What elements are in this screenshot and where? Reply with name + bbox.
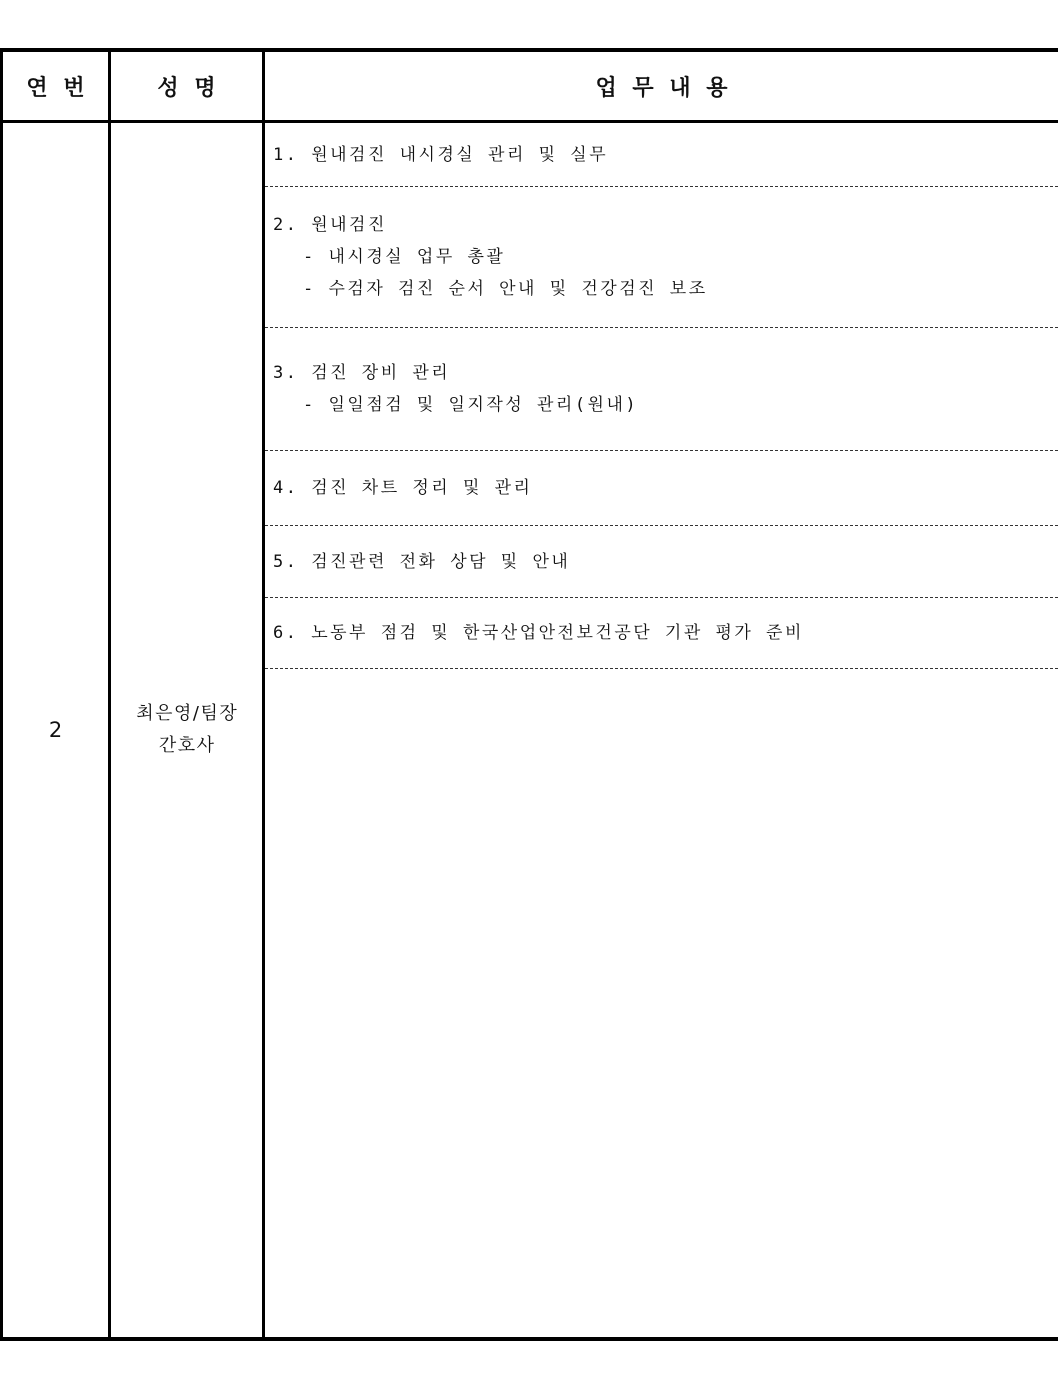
header-cell-no: [3, 52, 108, 120]
duty-title: 3. 검진 장비 관리: [273, 363, 451, 383]
header-duties-label: 업 무 내 용: [595, 75, 732, 101]
duty-item-5: [265, 526, 1058, 598]
header-name-label: 성 명: [157, 75, 220, 101]
duty-sub-item: - 일일점검 및 일지작성 관리(원내): [303, 395, 639, 415]
duties-list: [265, 123, 1058, 669]
duty-title: 2. 원내검진: [273, 215, 387, 235]
row-name-cell: [111, 123, 262, 1337]
duty-sub-item: - 내시경실 업무 총괄: [303, 247, 506, 267]
duty-item-2: [265, 187, 1058, 328]
duty-item-1: [265, 123, 1058, 187]
duty-item-3: [265, 328, 1058, 451]
header-cell-duties: [265, 52, 1058, 120]
row-no-value: 2: [48, 718, 63, 742]
header-no-label: 연 번: [26, 75, 89, 101]
duty-title: 4. 검진 차트 정리 및 관리: [273, 478, 533, 498]
duty-item-6: [265, 598, 1058, 669]
duty-sub-item: - 수검자 검진 순서 안내 및 건강검진 보조: [303, 279, 708, 299]
duty-title: 5. 검진관련 전화 상담 및 안내: [273, 551, 571, 572]
row-no-cell: [3, 123, 108, 1337]
duty-title: 1. 원내검진 내시경실 관리 및 실무: [273, 144, 609, 165]
row-name-title: 최은영/팀장: [136, 703, 239, 724]
duty-title: 6. 노동부 점검 및 한국산업안전보건공단 기관 평가 준비: [273, 623, 804, 643]
table-bottom-border: [0, 1337, 1058, 1341]
header-cell-name: [111, 52, 262, 120]
row-name-role: 간호사: [158, 735, 216, 756]
duty-item-4: [265, 451, 1058, 526]
